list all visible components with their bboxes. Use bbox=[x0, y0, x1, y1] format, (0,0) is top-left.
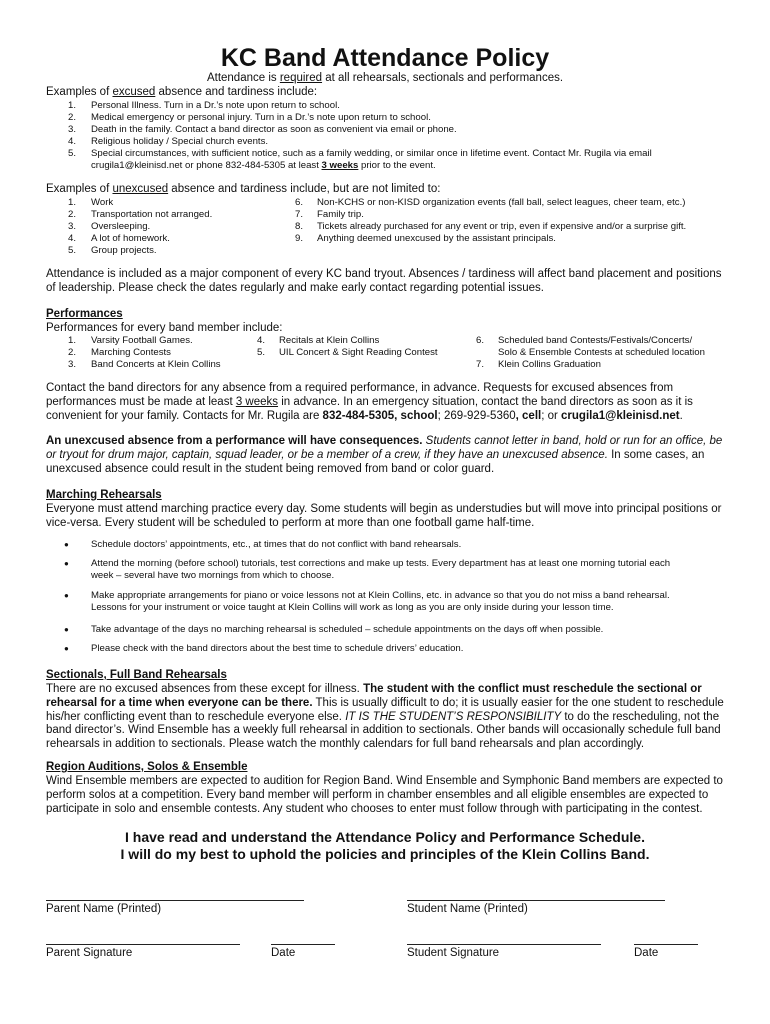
student-date-label: Date bbox=[634, 947, 659, 959]
perf-item: Band Concerts at Klein Collins bbox=[91, 359, 221, 370]
region-paragraph: Wind Ensemble members are expected to audition for Region Band. Wind Ensemble and Symphonic Band members are expected to perform solos at a competition. Every band member will perform in chamber ensembles and all eligible ensembles are expected to participate in solo and ensemble contests. Any student who chooses to enter must follow through with participating in the contest. bbox=[46, 775, 723, 815]
excused-item: Death in the family. Contact a band director as soon as convenient via email or phone. bbox=[91, 124, 457, 135]
unexcused-item: Transportation not arranged. bbox=[91, 209, 213, 220]
perf-item-number: 5. bbox=[256, 347, 265, 358]
marching-bullet-item: Attend the morning (before school) tutorials, test corrections and make up tests. Every department has at least one morning tutorial each week – several have two mornings from which to choose. bbox=[91, 558, 671, 581]
perf-item-number: 1. bbox=[67, 335, 76, 346]
policy-page: KC Band Attendance Policy Attendance is required at all rehearsals, sectionals and performances. Examples of excused absence and tardiness include: 1. Personal Illness. Turn in a Dr.’s note upon return to school. 2. Medical emergency or personal injury. Turn in a Dr.’s note upon return to school. 3. Death in the family. Contact a band director as soon as convenient via email or phone. 4. Religious holiday / Special church events. 5. Special circumstances, with sufficient notice, such as a family wedding, or similar once in lifetime event. Contact Mr. Rugila via email crugila1@kleinisd.net or phone 832-484-5305 at least 3 weeks prior to the event. Examples of unexcused absence and tardiness include, but are not limited to: 1. Work 2. Transportation not arranged. 3. Oversleeping. 4. A lot of homework. 5. Group projects. 6. Non-KCHS or non-KISD organization events (fall ball, select leagues, cheer team, etc.) 7. Family trip. 8. Tickets already purchased for any event or trip, even if expensive and/or a surprise gift. 9. Anything deemed unexcused by the assistant principals. Attendance is included as a major component of every KC band tryout. Absences / tardiness will affect band placement and positions of leadership. Please check the dates regularly and make early contact regarding potential issues. Performances Performances for every band member include: 1. Varsity Football Games. 2. Marching Contests 3. Band Concerts at Klein Collins 4. Recitals at Klein Collins 5. UIL Concert & Sight Reading Contest 6. Scheduled band Contests/Festivals/Concerts/ Solo & Ensemble Contests at scheduled location 7. Klein Collins Graduation Contact the band directors for any absence from a required performance, in advance. Requests for excused absences from performances must be made at least 3 weeks in advance. In an emergency situation, contact the band directors as soon as it is convenient for your family. Contacts for Mr. Rugila are 832-484-5305, school; 269-929-5360, cell; or crugila1@kleinisd.net. An unexcused absence from a performance will have consequences. Students cannot letter in band, hold or run for an office, be or tryout for drum major, captain, squad leader, or be a member of a crew, if they have an unexcused absence. In some cases, an unexcused absence could result in the student being removed from band or color guard. Marching Rehearsals Everyone must attend marching practice every day. Some students will begin as understudies but will move into principal positions or vice-versa. Every student will be scheduled to perform at more than one football game half-time. ● Schedule doctors’ appointments, etc., at times that do not conflict with band rehearsals. ● Attend the morning (before school) tutorials, test corrections and make up tests. Every department has at least one morning tutorial each week – several have two mornings from which to choose. ● Make appropriate arrangements for piano or voice lessons not at Klein Collins, etc. in advance so that you do not miss a band rehearsal. Lessons for your instrument or voice taught at Klein Collins will work as long as you are only inside during your lesson time. ● Take advantage of the days no marching rehearsal is scheduled – schedule appointments on the days off when possible. ● Please check with the band directors about the best time to schedule drivers’ education. Sectionals, Full Band Rehearsals There are no excused absences from these except for illness. The student with the conflict must reschedule the sectional or rehearsal for a time when everyone can be there. This is usually difficult to do; it is usually easier for the one student to reschedule his/her conflicting event than to reschedule everyone else. IT IS THE STUDENT’S RESPONSIBILITY to do the rescheduling, not the band director’s. Wind Ensemble has a weekly full rehearsal in addition to sectionals. Other bands will occasionally schedule full band rehearsals in addition to sectionals. Please watch the monthly calendars for full band rehearsals and plan accordingly. Region Auditions, Solos & Ensemble Wind Ensemble members are expected to audition for Region Band. Wind Ensemble and Symphonic Band members are expected to perform solos at a competition. Every band member will perform in chamber ensembles and all eligible ensembles are expected to participate in solo and ensemble contests. Any student who chooses to enter must follow through with participating in the contest. I have read and understand the Attendance Policy and Performance Schedule. I will do my best to uphold the policies and principles of the Klein Collins Band. Parent Name (Printed) Student Name (Printed) Parent Signature Date Student Signature Date bbox=[0, 0, 770, 1024]
parent-name-label: Parent Name (Printed) bbox=[46, 903, 162, 915]
unexcused-item: Tickets already purchased for any event or trip, even if expensive and/or a surprise gift. bbox=[317, 221, 687, 232]
tryout-paragraph: Attendance is included as a major component of every KC band tryout. Absences / tardiness will affect band placement and positions of leadership. Please check the dates regularly and make early contact regarding potential issues. bbox=[46, 268, 722, 294]
performances-subheading: Performances for every band member include: bbox=[46, 322, 283, 334]
marching-heading: Marching Rehearsals bbox=[46, 489, 162, 501]
unexcused-item-number: 7. bbox=[294, 209, 303, 220]
student-signature-line[interactable] bbox=[407, 944, 601, 945]
perf-item-6: Scheduled band Contests/Festivals/Concerts/ Solo & Ensemble Contests at scheduled location bbox=[498, 335, 705, 358]
unexcused-item: Anything deemed unexcused by the assistant principals. bbox=[317, 233, 556, 244]
unexcused-item-number: 1. bbox=[67, 197, 76, 208]
unexcused-item: Group projects. bbox=[91, 245, 157, 256]
unexcused-item-number: 8. bbox=[294, 221, 303, 232]
marching-bullet-item: Please check with the band directors about the best time to schedule drivers’ education. bbox=[91, 643, 464, 654]
unexcused-item-number: 3. bbox=[67, 221, 76, 232]
excused-heading: Examples of excused absence and tardiness include: bbox=[46, 86, 318, 98]
perf-item-number: 2. bbox=[67, 347, 76, 358]
unexcused-item-number: 2. bbox=[67, 209, 76, 220]
contact-paragraph: Contact the band directors for any absence from a required performance, in advance. Requests for excused absences from performances must be made at least 3 weeks in advance. In an emergency situation, contact the band directors as soon as it is convenient for your family. Contacts for Mr. Rugila are 832-484-5305, school; 269-929-5360, cell; or crugila1@kleinisd.net. bbox=[46, 382, 693, 422]
student-signature-label: Student Signature bbox=[407, 947, 500, 959]
perf-item-number: 3. bbox=[67, 359, 76, 370]
excused-item-number: 2. bbox=[67, 112, 76, 123]
bullet-icon: ● bbox=[64, 644, 69, 653]
excused-item-number: 5. bbox=[67, 148, 76, 159]
excused-item-number: 1. bbox=[67, 100, 76, 111]
bullet-icon: ● bbox=[64, 591, 69, 600]
perf-item-number: 4. bbox=[256, 335, 265, 346]
parent-date-line[interactable] bbox=[271, 944, 335, 945]
unexcused-item-number: 5. bbox=[67, 245, 76, 256]
bullet-icon: ● bbox=[64, 559, 69, 568]
acknowledgement-statement: I have read and understand the Attendance Policy and Performance Schedule. I will do my best to uphold the policies and principles of the Klein Collins Band. bbox=[120, 829, 650, 862]
unexcused-item-number: 6. bbox=[294, 197, 303, 208]
unexcused-item-number: 4. bbox=[67, 233, 76, 244]
student-name-label: Student Name (Printed) bbox=[407, 903, 528, 915]
parent-signature-label: Parent Signature bbox=[46, 947, 133, 959]
parent-name-line[interactable] bbox=[46, 900, 304, 901]
perf-item-7: Klein Collins Graduation bbox=[498, 359, 601, 370]
unexcused-item-number: 9. bbox=[294, 233, 303, 244]
marching-bullet-item: Schedule doctors’ appointments, etc., at times that do not conflict with band rehearsals. bbox=[91, 539, 462, 550]
excused-item5-cont: crugila1@kleinisd.net or phone 832-484-5305 at least 3 weeks prior to the event. bbox=[91, 160, 436, 171]
parent-signature-line[interactable] bbox=[46, 944, 240, 945]
marching-bullet-item: Take advantage of the days no marching rehearsal is scheduled – schedule appointments on the days off when possible. bbox=[91, 624, 604, 635]
unexcused-performance-paragraph: An unexcused absence from a performance will have consequences. Students cannot letter in band, hold or run for an office, be or tryout for drum major, captain, squad leader, or be a member of a crew, if they have an unexcused absence. In some cases, an unexcused absence could result in the student being removed from band or color guard. bbox=[46, 435, 723, 475]
unexcused-item: Family trip. bbox=[317, 209, 364, 220]
unexcused-heading: Examples of unexcused absence and tardiness include, but are not limited to: bbox=[46, 183, 441, 195]
page-title: KC Band Attendance Policy bbox=[220, 44, 550, 72]
intro-line: Attendance is required at all rehearsals, sectionals and performances. bbox=[206, 72, 564, 84]
perf-item: Recitals at Klein Collins bbox=[279, 335, 380, 346]
student-date-line[interactable] bbox=[634, 944, 698, 945]
unexcused-item: Oversleeping. bbox=[91, 221, 151, 232]
bullet-icon: ● bbox=[64, 625, 69, 634]
marching-bullet-item: Make appropriate arrangements for piano or voice lessons not at Klein Collins, etc. in advance so that you do not miss a band rehearsal. Lessons for your instrument or voice taught at Klein Collins will work as long as you are only inside during your lesson time. bbox=[91, 590, 670, 613]
marching-paragraph: Everyone must attend marching practice every day. Some students will begin as understudies but will move into principal positions or vice-versa. Every student will be scheduled to perform at more than one football game half-time. bbox=[46, 503, 722, 529]
perf-item: Marching Contests bbox=[91, 347, 171, 358]
region-heading: Region Auditions, Solos & Ensemble bbox=[46, 761, 248, 773]
excused-item: Medical emergency or personal injury. Turn in a Dr.’s note upon return to school. bbox=[91, 112, 431, 123]
excused-item: Religious holiday / Special church events. bbox=[91, 136, 269, 147]
student-name-line[interactable] bbox=[407, 900, 665, 901]
unexcused-item: A lot of homework. bbox=[91, 233, 170, 244]
excused-item: Special circumstances, with sufficient notice, such as a family wedding, or similar once in lifetime event. Contact Mr. Rugila via email bbox=[91, 148, 652, 159]
sectionals-heading: Sectionals, Full Band Rehearsals bbox=[46, 669, 227, 681]
excused-item: Personal Illness. Turn in a Dr.’s note upon return to school. bbox=[91, 100, 340, 111]
excused-item-number: 3. bbox=[67, 124, 76, 135]
perf-item: Varsity Football Games. bbox=[91, 335, 193, 346]
unexcused-item: Work bbox=[91, 197, 114, 208]
excused-item-number: 4. bbox=[67, 136, 76, 147]
sectionals-paragraph: There are no excused absences from these except for illness. The student with the conflict must reschedule the sectional or rehearsal for a time when everyone can be there. This is usually difficult to do; it is usually easier for the one student to reschedule his/her conflicting event than to reschedule everyone else. IT IS THE STUDENT’S RESPONSIBILITY to do the rescheduling, not the band director’s. Wind Ensemble has a weekly full rehearsal in addition to sectionals. Other bands will occasionally schedule full band rehearsals in addition to sectionals. Please watch the monthly calendars for full band rehearsals and plan accordingly. bbox=[46, 683, 724, 751]
performances-heading: Performances bbox=[46, 308, 123, 320]
bullet-icon: ● bbox=[64, 540, 69, 549]
parent-date-label: Date bbox=[271, 947, 296, 959]
unexcused-item: Non-KCHS or non-KISD organization events (fall ball, select leagues, cheer team, etc.) bbox=[317, 197, 686, 208]
perf-item: UIL Concert & Sight Reading Contest bbox=[279, 347, 438, 358]
